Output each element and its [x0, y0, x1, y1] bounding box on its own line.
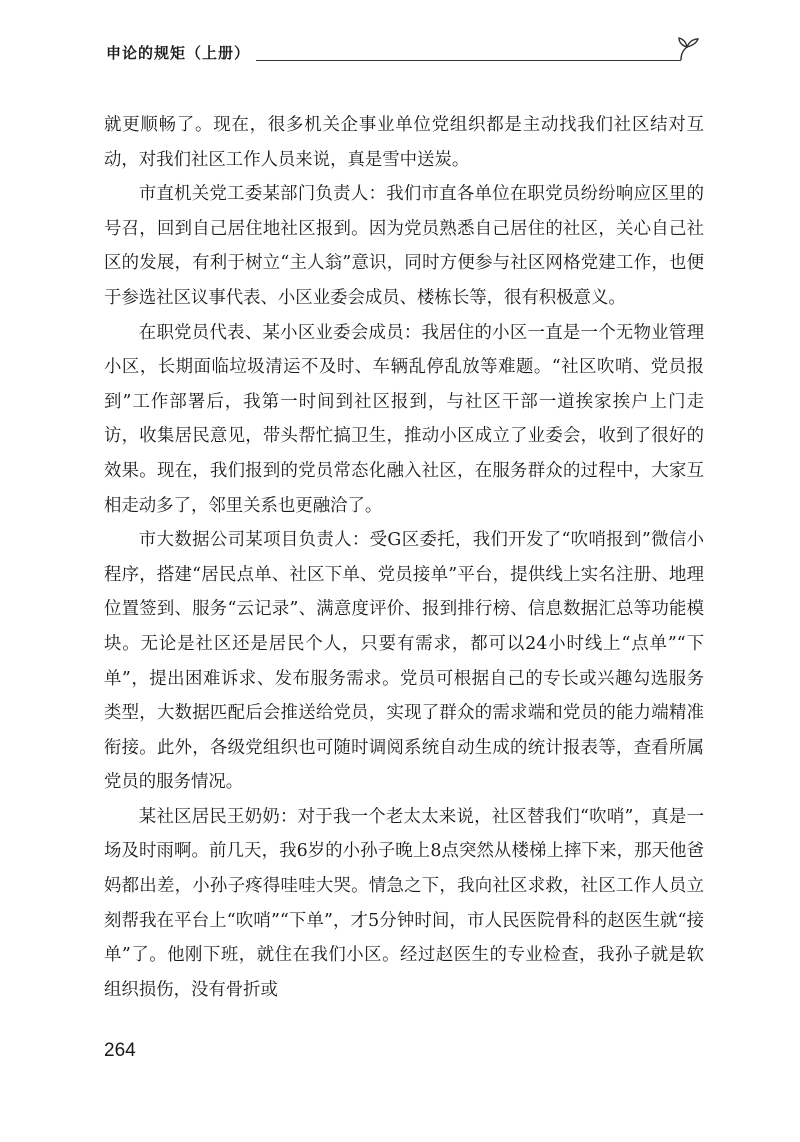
paragraph-party-member: 在职党员代表、某小区业委会成员：我居住的小区一直是一个无物业管理小区，长期面临垃圾清运不及时、车辆乱停乱放等难题。“社区吹哨、党员报到”工作部署后，我第一时间到社区报到，与社区干部一道挨家挨户上门走访，收集居民意见，带头帮忙搞卫生，推动小区成立了业委会，收到了很好的效果。现在，我们报到的党员常态化融入社区，在服务群众的过程中，大家互相走动多了，邻里关系也更融洽了。: [104, 322, 704, 516]
paragraph-resident: 某社区居民王奶奶：对于我一个老太太来说，社区替我们“吹哨”，真是一场及时雨啊。前几天，我6岁的小孙子晚上8点突然从楼梯上摔下来，那天他爸妈都出差，小孙子疼得哇哇大哭。情急之下，我向社区求救，社区工作人员立刻帮我在平台上“吹哨”“下单”，才5分钟时间，市人民医院骨科的赵医生就“接单”了。他刚下班，就住在我们小区。经过赵医生的专业检查，我孙子就是软组织损伤，没有骨折或: [104, 806, 704, 1000]
page-number: 264: [104, 1040, 136, 1061]
paragraph-continued: 就更顺畅了。现在，很多机关企事业单位党组织都是主动找我们社区结对互动，对我们社区工作人员来说，真是雪中送炭。: [104, 115, 704, 170]
paragraph-party-committee: 市直机关党工委某部门负责人：我们市直各单位在职党员纷纷响应区里的号召，回到自己居住地社区报到。因为党员熟悉自己居住的社区，关心自己社区的发展，有利于树立“主人翁”意识，同时方便参与社区网格党建工作，也便于参选社区议事代表、小区业委会成员、楼栋长等，很有积极意义。: [104, 184, 704, 308]
paragraph-big-data: 市大数据公司某项目负责人：受G区委托，我们开发了“吹哨报到”微信小程序，搭建“居民点单、社区下单、党员接单”平台，提供线上实名注册、地理位置签到、服务“云记录”、满意度评价、报到排行榜、信息数据汇总等功能模块。无论是社区还是居民个人，只要有需求，都可以24小时线上“点单”“下单”，提出困难诉求、发布服务需求。党员可根据自己的专长或兴趣勾选服务类型，大数据匹配后会推送给党员，实现了群众的需求端和党员的能力端精准衔接。此外，各级党组织也可随时调阅系统自动生成的统计报表等，查看所属党员的服务情况。: [104, 530, 704, 793]
header-title: 申论的规矩（上册）: [106, 44, 251, 62]
running-header: [106, 38, 700, 68]
sprout-icon: [672, 34, 702, 64]
header-rule: [256, 60, 681, 61]
body-text: [104, 108, 704, 1007]
